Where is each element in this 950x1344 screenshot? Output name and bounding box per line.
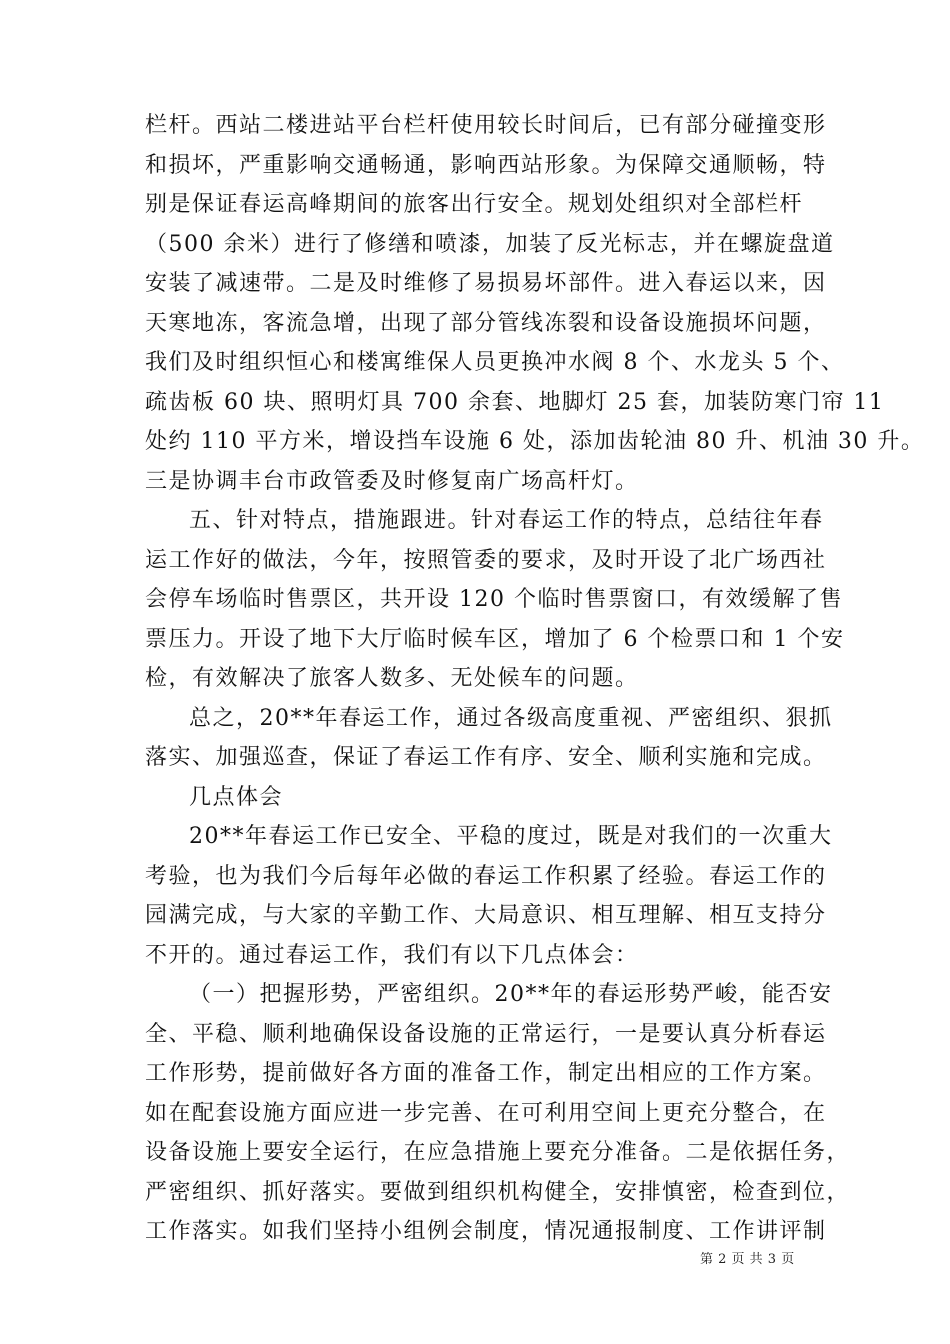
text-line: 票压力。开设了地下大厅临时候车区，增加了 6 个检票口和 1 个安: [145, 626, 845, 652]
text-line: 三是协调丰台市政管委及时修复南广场高杆灯。: [145, 468, 639, 494]
text-line: 检，有效解决了旅客人数多、无处候车的问题。: [145, 666, 639, 691]
text-line: 我们及时组织恒心和楼寓维保人员更换冲水阀 8 个、水龙头 5 个、: [145, 350, 845, 375]
text-line: 工作形势，提前做好各方面的准备工作，制定出相应的工作方案。: [145, 1061, 827, 1086]
text-line: 落实、加强巡查，保证了春运工作有序、安全、顺利实施和完成。: [145, 745, 827, 770]
text-line: 工作落实。如我们坚持小组例会制度，情况通报制度、工作讲评制: [145, 1219, 827, 1244]
text-line: 不开的。通过春运工作，我们有以下几点体会：: [145, 942, 639, 968]
document-body: [145, 106, 925, 1252]
text-line: 运工作好的做法，今年，按照管委的要求，及时开设了北广场西社: [145, 547, 827, 573]
text-line: 20**年春运工作已安全、平稳的度过，既是对我们的一次重大: [189, 824, 833, 849]
text-line: 严密组织、抓好落实。要做到组织机构健全，安排慎密，检查到位，: [145, 1179, 851, 1205]
text-line: 疏齿板 60 块、照明灯具 700 余套、地脚灯 25 套，加装防寒门帘 11: [145, 389, 885, 415]
text-line: 会停车场临时售票区，共开设 120 个临时售票窗口，有效缓解了售: [145, 587, 843, 612]
text-line: 别是保证春运高峰期间的旅客出行安全。规划处组织对全部栏杆: [145, 192, 804, 217]
text-line: （500 余米）进行了修缮和喷漆，加装了反光标志，并在螺旋盘道: [145, 231, 835, 257]
text-line: 栏杆。西站二楼进站平台栏杆使用较长时间后，已有部分碰撞变形: [145, 113, 827, 138]
text-line: （一）把握形势，严密组织。20**年的春运形势严峻，能否安: [189, 982, 833, 1007]
text-line: 天寒地冻，客流急增，出现了部分管线冻裂和设备设施损坏问题，: [145, 310, 827, 336]
text-line: 全、平稳、顺利地确保设备设施的正常运行，一是要认真分析春运: [145, 1021, 827, 1047]
text-line: 考验，也为我们今后每年必做的春运工作积累了经验。春运工作的: [145, 863, 827, 889]
text-line: 总之，20**年春运工作，通过各级高度重视、严密组织、狠抓: [189, 705, 833, 731]
page-number-footer: 第 2 页 共 3 页: [700, 1252, 795, 1267]
text-line: 处约 110 平方米，增设挡车设施 6 处，添加齿轮油 80 升、机油 30 升。: [145, 429, 925, 454]
text-line: 五、针对特点，措施跟进。针对春运工作的特点，总结往年春: [189, 508, 824, 533]
text-line: 和损坏，严重影响交通畅通，影响西站形象。为保障交通顺畅，特: [145, 152, 827, 178]
text-line: 安装了减速带。二是及时维修了易损易坏部件。进入春运以来，因: [145, 271, 827, 296]
text-line: 设备设施上要安全运行，在应急措施上要充分准备。二是依据任务，: [145, 1140, 851, 1165]
text-line: 几点体会: [189, 784, 284, 810]
text-line: 如在配套设施方面应进一步完善、在可利用空间上更充分整合，在: [145, 1100, 827, 1126]
text-line: 园满完成，与大家的辛勤工作、大局意识、相互理解、相互支持分: [145, 903, 827, 928]
